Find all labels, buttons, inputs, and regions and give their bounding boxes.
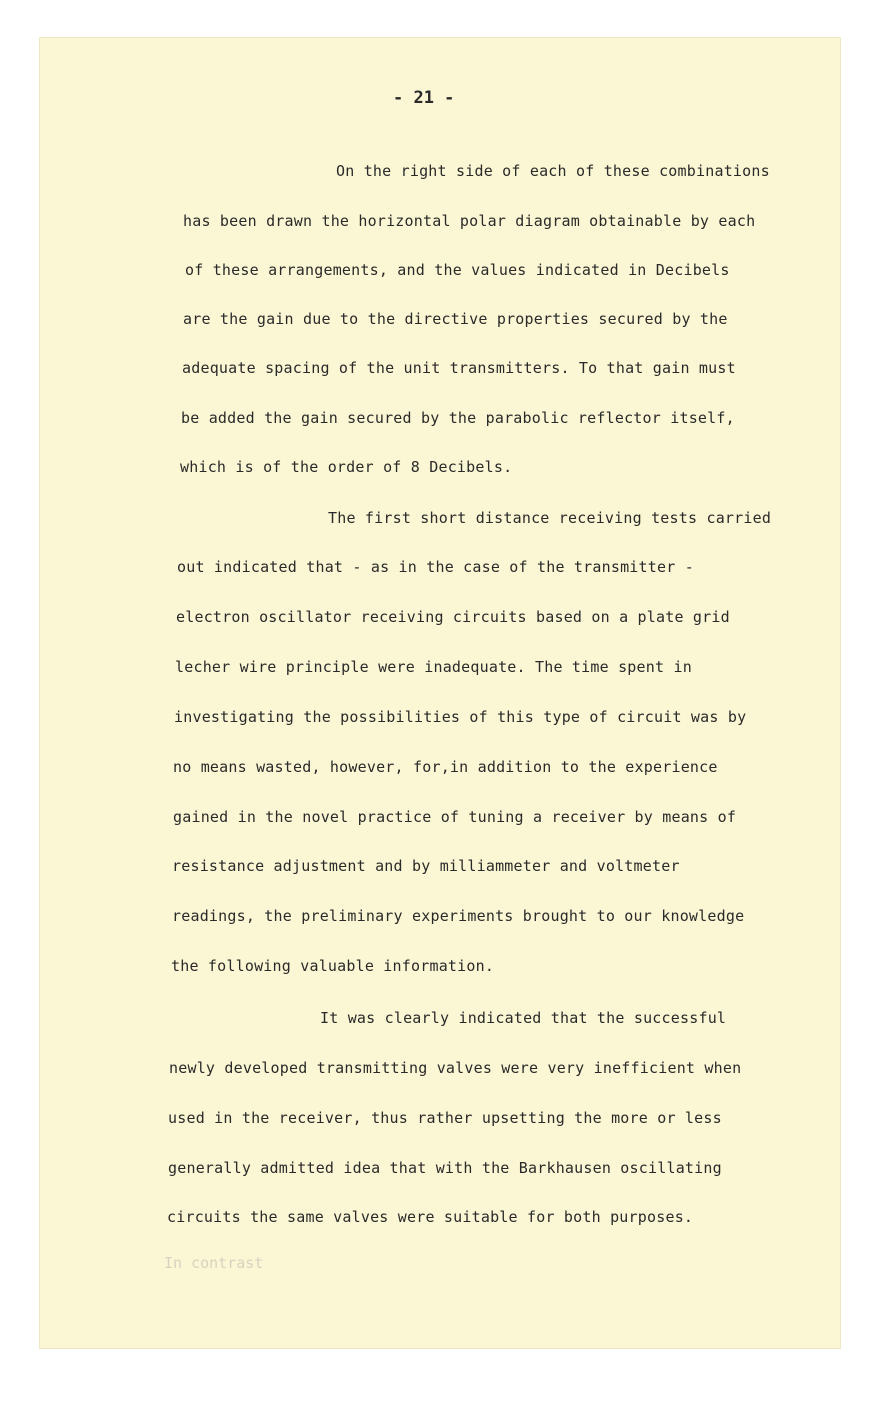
text-line: be added the gain secured by the parabolic reflector itself, [181,409,735,427]
text-line: The first short distance receiving tests carried [328,509,772,527]
text-line: of these arrangements, and the values indicated in Decibels [185,261,730,279]
text-line: lecher wire principle were inadequate. The time spent in [175,658,692,676]
text-line: used in the receiver, thus rather upsetting the more or less [168,1109,722,1127]
text-line: are the gain due to the directive properties secured by the [183,310,728,328]
typed-page [40,38,840,1348]
text-line: resistance adjustment and by milliammeter and voltmeter [172,857,680,875]
text-line: circuits the same valves were suitable for both purposes. [167,1208,694,1226]
continuation-word: In contrast [164,1254,264,1272]
page-number: - 21 - [393,88,455,108]
text-line: readings, the preliminary experiments brought to our knowledge [172,907,745,925]
text-line: out indicated that - as in the case of the transmitter - [177,558,694,576]
text-line: It was clearly indicated that the successful [320,1009,727,1027]
text-line: adequate spacing of the unit transmitters. To that gain must [182,359,736,377]
text-line: newly developed transmitting valves were very inefficient when [169,1059,742,1077]
text-line: electron oscillator receiving circuits based on a plate grid [176,608,730,626]
text-line: has been drawn the horizontal polar diagram obtainable by each [183,212,756,230]
text-line: which is of the order of 8 Decibels. [180,458,513,476]
text-line: the following valuable information. [171,957,495,975]
text-line: generally admitted idea that with the Barkhausen oscillating [168,1159,722,1177]
text-line: On the right side of each of these combinations [336,162,770,180]
text-line: gained in the novel practice of tuning a receiver by means of [173,808,737,826]
text-line: investigating the possibilities of this type of circuit was by [174,708,747,726]
text-line: no means wasted, however, for,in addition to the experience [173,758,718,776]
